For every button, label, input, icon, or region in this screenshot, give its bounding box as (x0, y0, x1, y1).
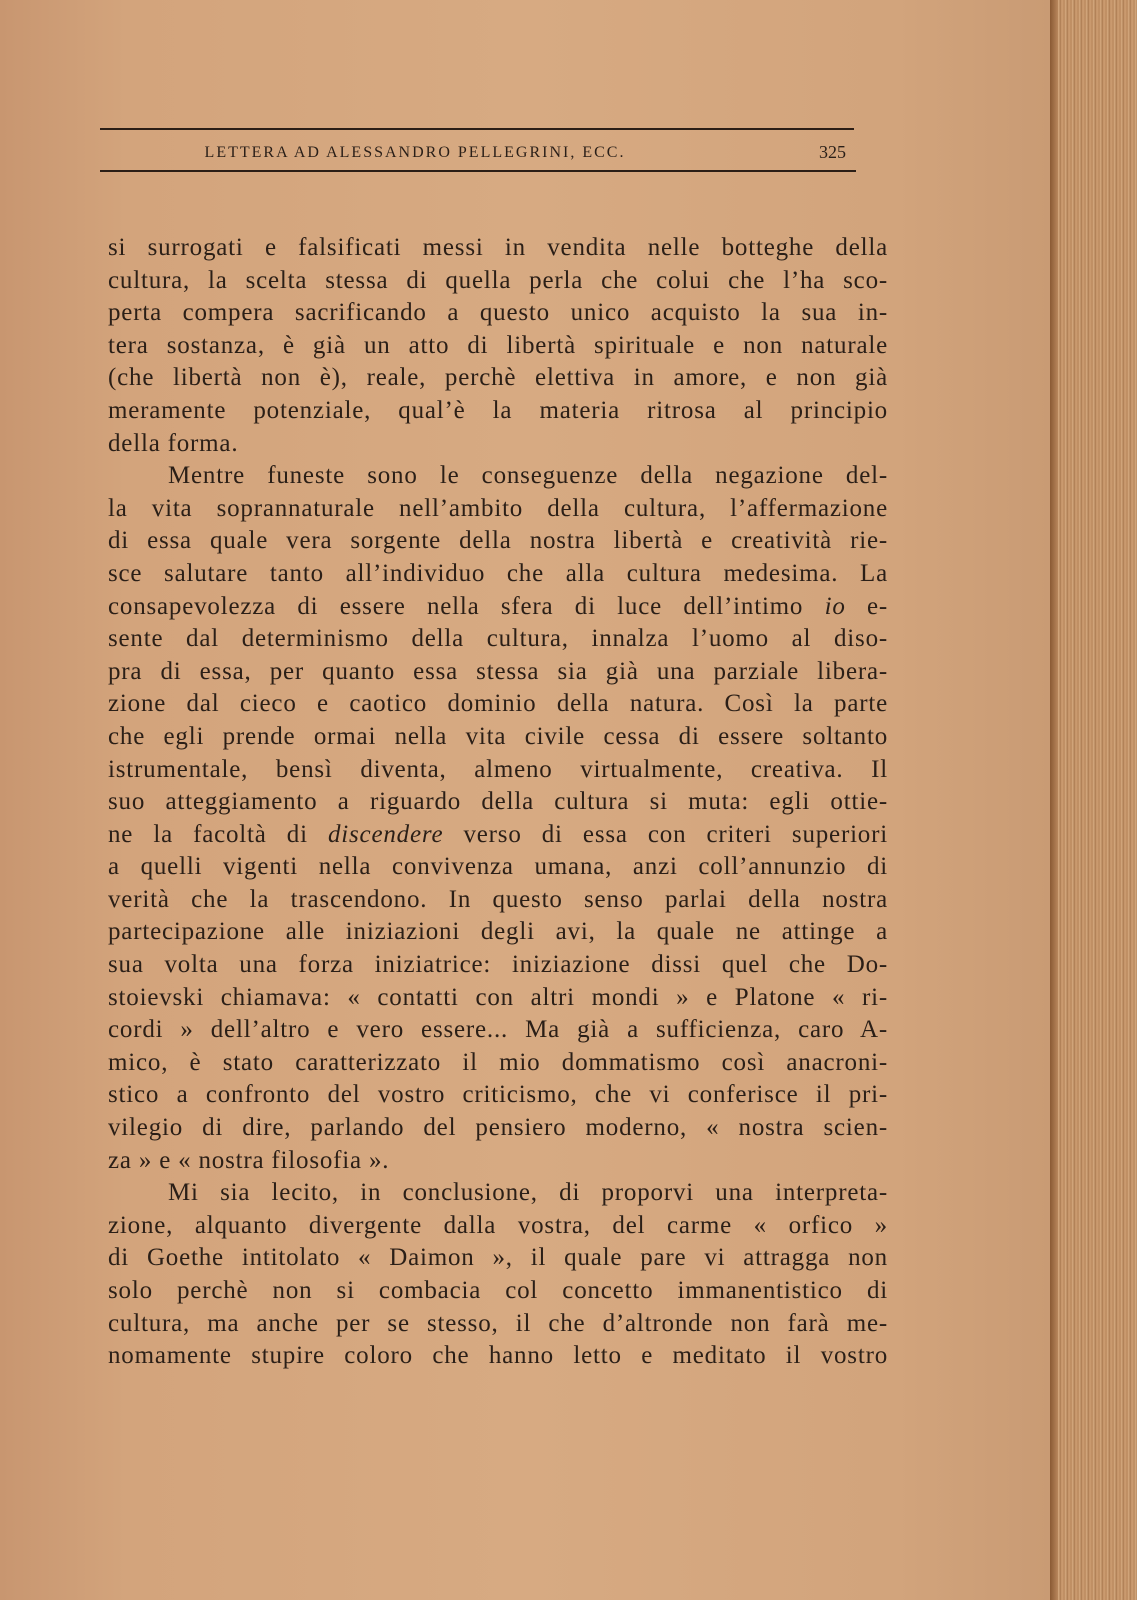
text-line: za » e « nostra filosofia ». (108, 1146, 390, 1174)
text-line: Mi sia lecito, in conclusione, di proporvi una interpreta- (168, 1179, 888, 1207)
text-segment: e- (845, 592, 888, 620)
page-number: 325 (819, 142, 846, 162)
text-line: mico, è stato caratterizzato il mio dommatismo così anacroni- (108, 1048, 888, 1076)
italic-word: io (824, 592, 846, 620)
text-line: vilegio di dire, parlando del pensiero moderno, « nostra scien- (108, 1114, 888, 1142)
text-line: nomamente stupire coloro che hanno letto e meditato il vostro (108, 1342, 888, 1370)
text-line: della forma. (108, 429, 239, 457)
text-line: tera sostanza, è già un atto di libertà spirituale e non naturale (108, 331, 888, 359)
text-line: istrumentale, bensì diventa, almeno virtualmente, creativa. Il (108, 755, 888, 783)
text-line: di essa quale vera sorgente della nostra libertà e creatività rie- (108, 527, 888, 555)
text-line: Mentre funeste sono le conseguenze della negazione del- (168, 462, 888, 490)
text-line: di Goethe intitolato « Daimon », il quale pare vi attragga non (108, 1244, 888, 1272)
text-line: zione, alquanto divergente dalla vostra, del carme « orfico » (108, 1211, 888, 1239)
text-segment: verso di essa con criteri superiori (443, 820, 888, 848)
page-edges (1050, 0, 1137, 1600)
text-line: (che libertà non è), reale, perchè elettiva in amore, e non già (108, 364, 888, 392)
text-line: solo perchè non si combacia col concetto immanentistico di (108, 1277, 888, 1304)
text-line: suo atteggiamento a riguardo della cultura si muta: egli ottie- (108, 788, 888, 816)
running-head (100, 140, 856, 168)
text-line: sente dal determinismo della cultura, innalza l’uomo al diso- (108, 625, 888, 653)
text-line: verità che la trascendono. In questo senso parlai della nostra (108, 885, 888, 913)
text-line: cordi » dell’altro e vero essere... Ma già a sufficienza, caro A- (108, 1016, 888, 1044)
text-line: si surrogati e falsificati messi in vendita nelle botteghe della (108, 234, 888, 261)
text-line: sua volta una forza iniziatrice: iniziazione dissi quel che Do- (108, 951, 888, 979)
text-line: a quelli vigenti nella convivenza umana, anzi coll’annunzio di (108, 853, 888, 881)
text-segment: consapevolezza di essere nella sfera di luce dell’intimo (108, 592, 804, 620)
text-line: meramente potenziale, qual’è la materia ritrosa al principio (108, 396, 888, 424)
text-segment: ne la facoltà di (108, 820, 328, 848)
text-line: zione dal cieco e caotico dominio della natura. Così la parte (108, 690, 888, 718)
text-line: pra di essa, per quanto essa stessa sia già una parziale libera- (108, 657, 888, 685)
text-line: sce salutare tanto all’individuo che alla cultura medesima. La (108, 559, 888, 587)
body-text (108, 232, 888, 1373)
text-line: partecipazione alle iniziazioni degli avi, la quale ne attinge a (108, 918, 888, 946)
text-line: cultura, la scelta stessa di quella perla che colui che l’ha sco- (108, 266, 888, 294)
italic-word: discendere (327, 820, 444, 848)
header-rule-top (100, 128, 854, 130)
text-line: cultura, ma anche per se stesso, il che d’altronde non farà me- (108, 1309, 888, 1337)
text-line: che egli prende ormai nella vita civile cessa di essere soltanto (108, 722, 888, 750)
text-line (108, 819, 888, 852)
text-line (108, 591, 888, 624)
text-line: perta compera sacrificando a questo unico acquisto la sua in- (108, 299, 888, 327)
header-rule-bottom (100, 170, 856, 172)
text-line: stoievski chiamava: « contatti con altri mondi » e Platone « ri- (108, 983, 888, 1011)
text-line: stico a confronto del vostro criticismo, che vi conferisce il pri- (108, 1081, 888, 1109)
running-title: LETTERA AD ALESSANDRO PELLEGRINI, ECC. (204, 144, 626, 161)
text-line: la vita soprannaturale nell’ambito della cultura, l’affermazione (108, 494, 888, 522)
